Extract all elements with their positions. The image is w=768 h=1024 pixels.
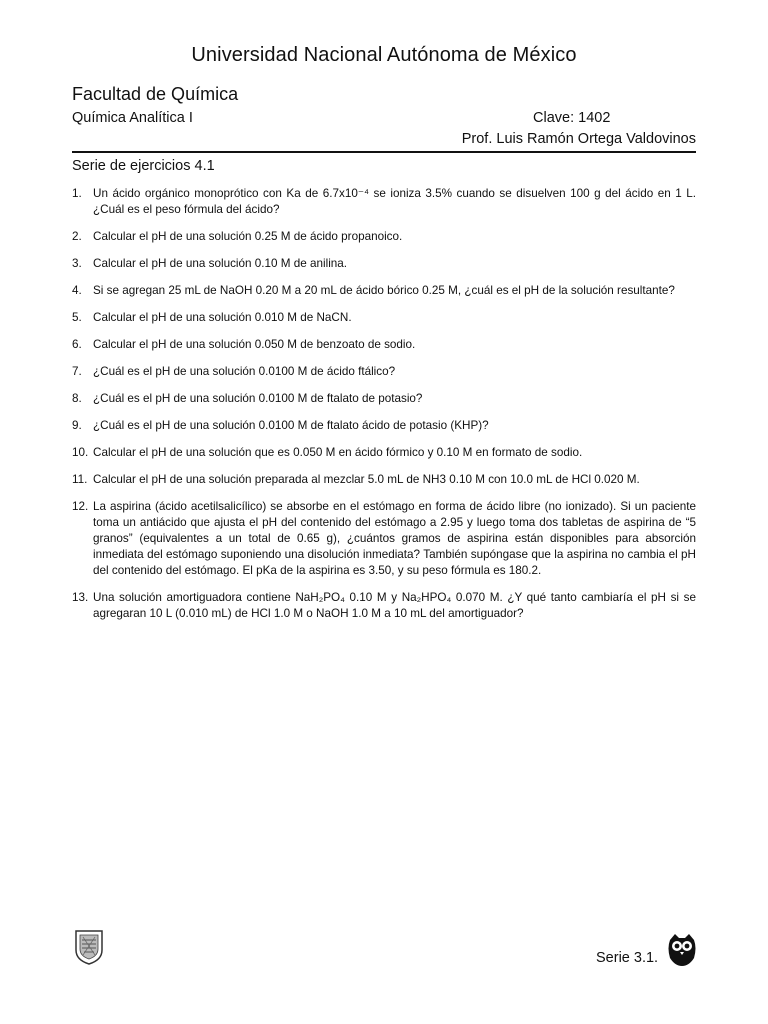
exercise-item bbox=[72, 418, 696, 434]
exercise-number: 13. bbox=[72, 591, 89, 604]
exercise-number: 10. bbox=[72, 446, 89, 459]
exercise-item bbox=[72, 229, 696, 245]
exercise-text: Calcular el pH de una solución 0.10 M de anilina. bbox=[93, 257, 348, 270]
exercise-number: 11. bbox=[72, 473, 88, 486]
exercise-item bbox=[72, 590, 696, 622]
exercise-number: 6. bbox=[72, 338, 82, 351]
exercise-item bbox=[72, 337, 696, 353]
exercise-text: Calcular el pH de una solución 0.010 M de NaCN. bbox=[93, 311, 352, 324]
exercise-number: 7. bbox=[72, 365, 82, 378]
exercise-number: 2. bbox=[72, 230, 82, 243]
faculty-name: Facultad de Química bbox=[72, 84, 239, 104]
exercise-text: La aspirina (ácido acetilsalicílico) se absorbe en el estómago en forma de ácido libre (no ionizado). Si un paciente toma un antiácido que ajusta el pH del contenido del estómago a 2.95 y luego toma dos tabletas de aspirina de “5 granos” (equivalentes a un total de 0.65 g), ¿cuántos gramos de aspirina están disponibles para absorción inmediata del estómago suponiendo una disolución inmediata? También supóngase que la aspirina no cambia el pH del contenido del estómago. El pKa de la aspirina es 3.50, y su peso fórmula es 180.2. bbox=[93, 500, 696, 577]
exercise-item bbox=[72, 186, 696, 218]
exercise-item bbox=[72, 445, 696, 461]
university-title: Universidad Nacional Autónoma de México bbox=[191, 44, 577, 66]
exercise-item bbox=[72, 256, 696, 272]
unam-crest-icon bbox=[72, 928, 106, 966]
exercise-text: Calcular el pH de una solución 0.25 M de ácido propanoico. bbox=[93, 230, 403, 243]
exercise-number: 12. bbox=[72, 500, 89, 513]
exercise-text: Una solución amortiguadora contiene NaH₂PO₄ 0.10 M y Na₂HPO₄ 0.070 M. ¿Y qué tanto cambiaría el pH si se agregaran 10 L (0.010 mL) de HCl 1.0 M o NaOH 1.0 M a 10 mL del amortiguador? bbox=[93, 591, 696, 620]
exercise-item bbox=[72, 391, 696, 407]
exercise-text: Calcular el pH de una solución preparada al mezclar 5.0 mL de NH3 0.10 M con 10.0 mL de HCl 0.020 M. bbox=[93, 473, 640, 486]
exercise-item bbox=[72, 283, 696, 299]
exercise-number: 8. bbox=[72, 392, 82, 405]
footer-series-label: Serie 3.1. bbox=[596, 950, 659, 966]
exercise-item bbox=[72, 499, 696, 579]
exercise-number: 9. bbox=[72, 419, 82, 432]
exercise-item bbox=[72, 364, 696, 380]
exercise-text: Calcular el pH de una solución 0.050 M de benzoato de sodio. bbox=[93, 338, 416, 351]
exercise-text: ¿Cuál es el pH de una solución 0.0100 M de ftalato de potasio? bbox=[93, 392, 423, 405]
professor-name: Prof. Luis Ramón Ortega Valdovinos bbox=[461, 131, 696, 147]
exercise-number: 3. bbox=[72, 257, 82, 270]
exercise-text: ¿Cuál es el pH de una solución 0.0100 M de ftalato ácido de potasio (KHP)? bbox=[93, 419, 489, 432]
header-divider bbox=[72, 151, 696, 153]
exercise-text: Calcular el pH de una solución que es 0.050 M en ácido fórmico y 0.10 M en formato de sodio. bbox=[93, 446, 583, 459]
exercise-item bbox=[72, 310, 696, 326]
exercise-list bbox=[72, 186, 696, 633]
series-title: Serie de ejercicios 4.1 bbox=[72, 158, 215, 174]
exercise-item bbox=[72, 472, 696, 488]
course-name: Química Analítica I bbox=[72, 110, 193, 126]
exercise-text: ¿Cuál es el pH de una solución 0.0100 M de ácido ftálico? bbox=[93, 365, 396, 378]
course-code: Clave: 1402 bbox=[533, 110, 611, 126]
owl-logo-icon bbox=[667, 932, 697, 968]
exercise-number: 4. bbox=[72, 284, 82, 297]
exercise-text: Si se agregan 25 mL de NaOH 0.20 M a 20 mL de ácido bórico 0.25 M, ¿cuál es el pH de la solución resultante? bbox=[93, 284, 675, 297]
exercise-number: 5. bbox=[72, 311, 82, 324]
exercise-text: Un ácido orgánico monoprótico con Ka de 6.7x10⁻⁴ se ioniza 3.5% cuando se disuelven 100 g del ácido en 1 L. ¿Cuál es el peso fórmula del ácido? bbox=[93, 187, 696, 216]
exercise-number: 1. bbox=[72, 187, 82, 200]
